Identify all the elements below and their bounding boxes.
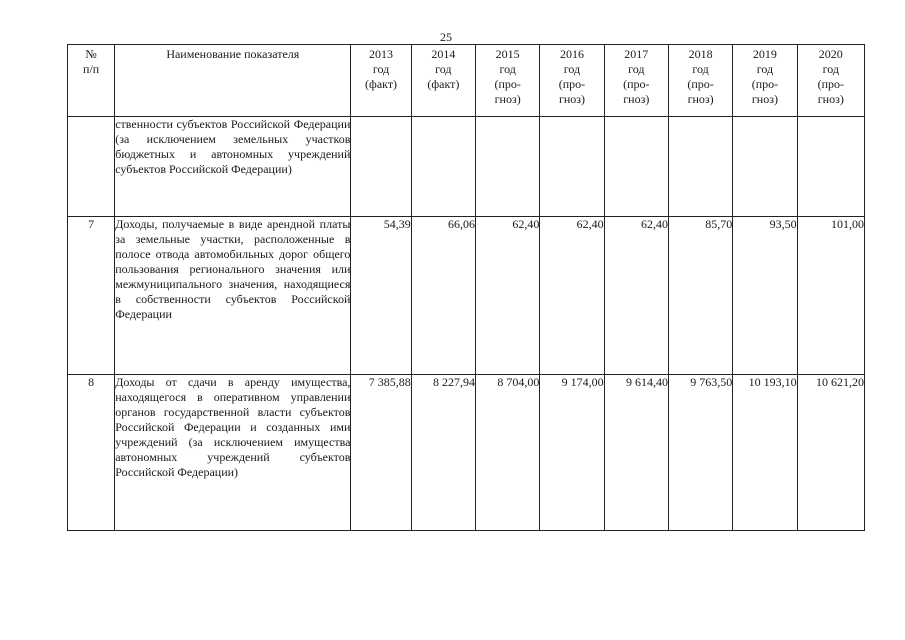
value-cell: 62,40 — [540, 217, 604, 375]
header-text: 2019 — [752, 47, 777, 61]
value-cell — [351, 117, 411, 217]
header-cell-year — [797, 45, 864, 117]
value-cell: 66,06 — [411, 217, 475, 375]
header-text: год — [628, 62, 645, 76]
value-cell: 10 621,20 — [797, 375, 864, 531]
header-text: гноз) — [623, 92, 650, 106]
header-text: гноз) — [751, 92, 778, 106]
header-cell-number — [68, 45, 115, 117]
value-cell: 85,70 — [668, 217, 732, 375]
value-cell: 9 763,50 — [668, 375, 732, 531]
header-cell-year — [668, 45, 732, 117]
value-cell: 7 385,88 — [351, 375, 411, 531]
header-text: год — [499, 62, 516, 76]
header-text: год — [372, 62, 390, 76]
row-number — [68, 117, 115, 217]
header-text: 2014 — [431, 47, 456, 61]
value-cell: 10 193,10 — [733, 375, 797, 531]
header-text: (про- — [494, 77, 521, 91]
page-number: 25 — [440, 30, 452, 44]
header-cell-year — [540, 45, 604, 117]
header-text: гноз) — [494, 92, 521, 106]
header-text: 2016 — [559, 47, 584, 61]
header-cell-year — [351, 45, 411, 117]
header-text: (про- — [558, 77, 586, 91]
value-cell — [411, 117, 475, 217]
value-cell: 8 227,94 — [411, 375, 475, 531]
header-text: год — [822, 62, 839, 76]
header-text: п/п — [83, 62, 100, 76]
header-text: год — [435, 62, 452, 76]
header-text: 2015 — [495, 47, 520, 61]
indicator-name: Доходы от сдачи в аренду имущества, находящегося в оперативном управлении органов государственной власти субъектов Российской Федерации и созданных ими учреждений (за исключением имущества автономных учреждений субъектов Российской Федерации) — [115, 375, 351, 531]
table-row — [68, 117, 865, 217]
header-cell-year — [411, 45, 475, 117]
value-cell: 62,40 — [604, 217, 668, 375]
header-text: год — [563, 62, 581, 76]
value-cell — [733, 117, 797, 217]
value-cell: 62,40 — [476, 217, 540, 375]
value-cell: 8 704,00 — [476, 375, 540, 531]
value-cell — [604, 117, 668, 217]
value-cell: 54,39 — [351, 217, 411, 375]
header-text: (про- — [687, 77, 714, 91]
value-cell — [668, 117, 732, 217]
header-cell-year — [476, 45, 540, 117]
value-cell — [797, 117, 864, 217]
header-cell-year — [733, 45, 797, 117]
value-cell: 9 174,00 — [540, 375, 604, 531]
table-header-row — [68, 45, 865, 117]
row-number: 8 — [68, 375, 115, 531]
header-text: (факт) — [365, 77, 398, 91]
header-text: (факт) — [427, 77, 460, 91]
header-text: Наименование показателя — [166, 47, 300, 61]
header-text: 2013 — [369, 47, 394, 61]
value-cell — [540, 117, 604, 217]
header-text: год — [756, 62, 774, 76]
header-text: 2018 — [688, 47, 713, 61]
header-text: № — [85, 47, 97, 61]
header-cell-year — [604, 45, 668, 117]
value-cell: 101,00 — [797, 217, 864, 375]
header-text: 2020 — [818, 47, 843, 61]
header-text: (про- — [623, 77, 650, 91]
header-text: 2017 — [624, 47, 649, 61]
header-text: гноз) — [817, 92, 844, 106]
indicator-name: Доходы, получаемые в виде арендной платы за земельные участки, расположенные в полосе отвода автомобильных дорог общего пользования регионального значения или межмуниципального значения, находящиеся в собственности субъектов Российской Федерации — [115, 217, 351, 375]
value-cell: 93,50 — [733, 217, 797, 375]
header-cell-name — [115, 45, 351, 117]
indicator-name: ственности субъектов Российской Федерации (за исключением земельных участков бюджетных и автономных учреждений субъектов Российской Федерации) — [115, 117, 351, 217]
row-number: 7 — [68, 217, 115, 375]
value-cell — [476, 117, 540, 217]
header-text: год — [692, 62, 709, 76]
table-row — [68, 217, 865, 375]
table-row — [68, 375, 865, 531]
header-text: (про- — [751, 77, 779, 91]
header-text: (про- — [817, 77, 844, 91]
header-text: гноз) — [687, 92, 714, 106]
value-cell: 9 614,40 — [604, 375, 668, 531]
indicators-table — [67, 44, 865, 531]
header-text: гноз) — [558, 92, 586, 106]
